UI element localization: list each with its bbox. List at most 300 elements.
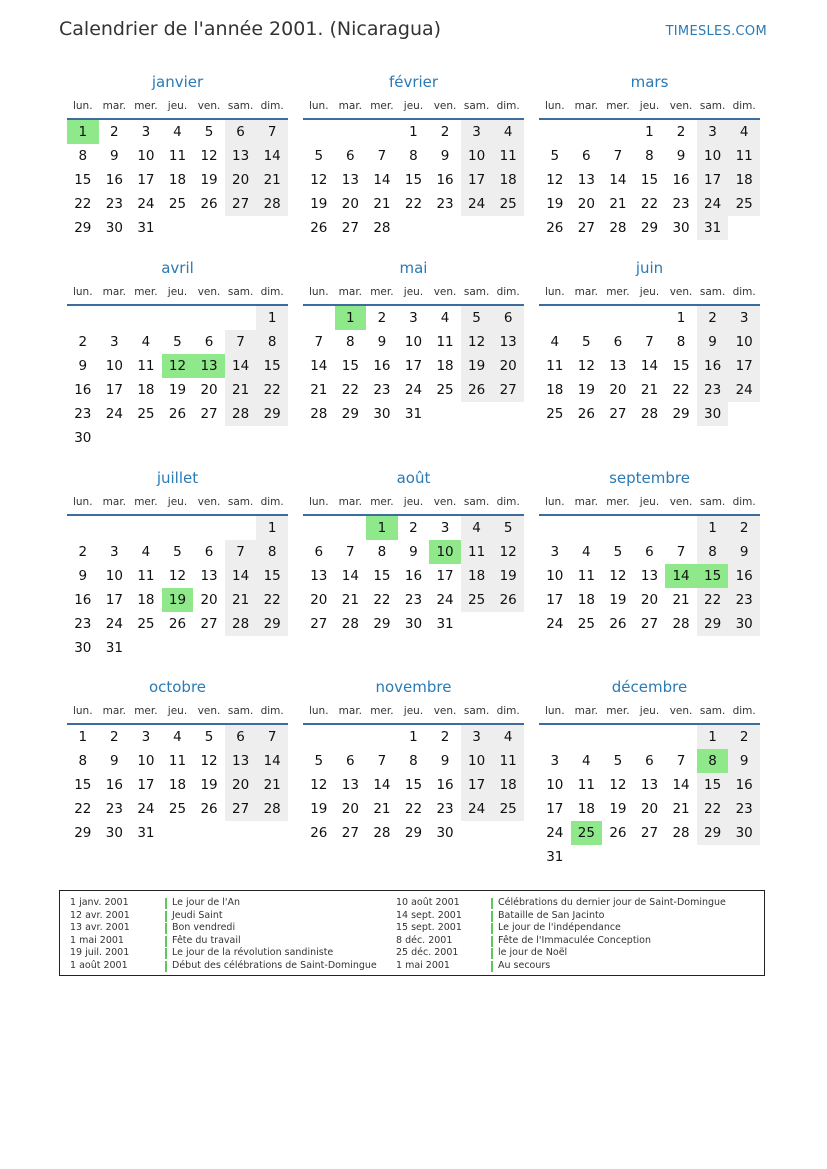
day-cell[interactable]: 29 xyxy=(697,821,729,845)
day-cell[interactable]: 25 xyxy=(492,192,524,216)
day-cell[interactable]: 18 xyxy=(577,592,595,608)
day-cell[interactable]: 29 xyxy=(256,612,288,636)
day-cell[interactable]: 6 xyxy=(582,148,591,164)
day-cell[interactable]: 7 xyxy=(314,334,324,350)
day-cell[interactable]: 6 xyxy=(645,544,654,560)
day-cell[interactable]: 10 xyxy=(728,330,760,354)
day-cell[interactable]: 29 xyxy=(373,616,391,632)
day-cell[interactable]: 2 xyxy=(110,729,119,745)
day-cell[interactable]: 14 xyxy=(225,564,257,588)
day-cell[interactable]: 23 xyxy=(697,378,729,402)
day-cell[interactable]: 25 xyxy=(436,382,454,398)
day-cell[interactable]: 25 xyxy=(546,406,564,422)
day-cell[interactable]: 17 xyxy=(461,773,493,797)
day-cell[interactable]: 13 xyxy=(341,777,359,793)
day-cell[interactable]: 3 xyxy=(550,544,560,560)
day-cell[interactable]: 30 xyxy=(105,220,123,236)
day-cell[interactable]: 5 xyxy=(204,729,214,745)
brand-link[interactable]: TIMESLES.COM xyxy=(665,24,767,39)
day-cell[interactable]: 22 xyxy=(697,588,729,612)
day-cell[interactable]: 5 xyxy=(314,148,324,164)
day-cell[interactable]: 26 xyxy=(310,825,328,841)
day-cell[interactable]: 8 xyxy=(409,753,418,769)
day-cell[interactable]: 3 xyxy=(697,120,729,144)
day-cell[interactable]: 19 xyxy=(461,354,493,378)
day-cell[interactable]: 19 xyxy=(310,196,328,212)
day-cell[interactable]: 25 xyxy=(577,616,595,632)
day-cell[interactable]: 11 xyxy=(546,358,564,374)
day-cell[interactable]: 15 xyxy=(373,568,391,584)
day-cell[interactable]: 16 xyxy=(697,354,729,378)
day-cell[interactable]: 4 xyxy=(550,334,560,350)
day-cell[interactable]: 9 xyxy=(110,148,119,164)
day-cell[interactable]: 20 xyxy=(200,382,218,398)
day-cell[interactable]: 14 xyxy=(609,172,627,188)
day-cell[interactable]: 9 xyxy=(409,544,418,560)
day-cell[interactable]: 20 xyxy=(200,592,218,608)
day-cell[interactable]: 15 xyxy=(404,777,423,793)
day-cell[interactable]: 24 xyxy=(461,797,493,821)
day-cell[interactable]: 26 xyxy=(200,801,218,817)
day-cell[interactable]: 20 xyxy=(577,196,595,212)
day-cell[interactable]: 19 xyxy=(609,801,627,817)
day-cell[interactable]: 31 xyxy=(105,640,123,656)
day-cell[interactable]: 1 xyxy=(335,306,367,330)
day-cell[interactable]: 22 xyxy=(404,196,423,212)
day-cell[interactable]: 6 xyxy=(204,544,214,560)
day-cell[interactable]: 11 xyxy=(577,568,595,584)
day-cell[interactable]: 20 xyxy=(341,801,359,817)
day-cell[interactable]: 4 xyxy=(582,544,591,560)
day-cell[interactable]: 24 xyxy=(461,192,493,216)
day-cell[interactable]: 13 xyxy=(225,749,257,773)
day-cell[interactable]: 8 xyxy=(78,753,88,769)
day-cell[interactable]: 23 xyxy=(74,616,92,632)
day-cell[interactable]: 22 xyxy=(256,378,288,402)
day-cell[interactable]: 2 xyxy=(78,334,88,350)
day-cell[interactable]: 17 xyxy=(105,382,123,398)
day-cell[interactable]: 19 xyxy=(168,382,187,398)
day-cell[interactable]: 19 xyxy=(162,588,194,612)
day-cell[interactable]: 4 xyxy=(440,310,450,326)
day-cell[interactable]: 28 xyxy=(256,797,288,821)
day-cell[interactable]: 1 xyxy=(697,725,729,749)
day-cell[interactable]: 8 xyxy=(409,148,418,164)
day-cell[interactable]: 21 xyxy=(672,801,690,817)
day-cell[interactable]: 17 xyxy=(546,801,564,817)
day-cell[interactable]: 20 xyxy=(225,773,257,797)
day-cell[interactable]: 16 xyxy=(74,592,92,608)
day-cell[interactable]: 31 xyxy=(697,216,729,240)
day-cell[interactable]: 1 xyxy=(645,124,654,140)
day-cell[interactable]: 26 xyxy=(200,196,218,212)
day-cell[interactable]: 11 xyxy=(577,777,595,793)
day-cell[interactable]: 18 xyxy=(137,382,155,398)
day-cell[interactable]: 3 xyxy=(409,310,418,326)
day-cell[interactable]: 11 xyxy=(168,148,187,164)
day-cell[interactable]: 18 xyxy=(492,168,524,192)
day-cell[interactable]: 8 xyxy=(256,540,288,564)
day-cell[interactable]: 19 xyxy=(310,801,328,817)
day-cell[interactable]: 4 xyxy=(461,516,493,540)
day-cell[interactable]: 15 xyxy=(74,777,92,793)
day-cell[interactable]: 19 xyxy=(546,196,564,212)
day-cell[interactable]: 24 xyxy=(137,196,155,212)
day-cell[interactable]: 18 xyxy=(728,168,760,192)
day-cell[interactable]: 21 xyxy=(373,196,391,212)
day-cell[interactable]: 26 xyxy=(492,588,524,612)
day-cell[interactable]: 21 xyxy=(225,588,257,612)
day-cell[interactable]: 21 xyxy=(310,382,328,398)
day-cell[interactable]: 26 xyxy=(168,616,187,632)
day-cell[interactable]: 4 xyxy=(173,729,182,745)
day-cell[interactable]: 30 xyxy=(105,825,123,841)
day-cell[interactable]: 2 xyxy=(728,725,760,749)
day-cell[interactable]: 28 xyxy=(373,825,391,841)
day-cell[interactable]: 24 xyxy=(436,592,454,608)
day-cell[interactable]: 10 xyxy=(429,540,461,564)
day-cell[interactable]: 13 xyxy=(225,144,257,168)
day-cell[interactable]: 27 xyxy=(640,616,659,632)
day-cell[interactable]: 21 xyxy=(225,378,257,402)
day-cell[interactable]: 18 xyxy=(436,358,454,374)
day-cell[interactable]: 16 xyxy=(728,564,760,588)
day-cell[interactable]: 24 xyxy=(404,382,423,398)
day-cell[interactable]: 18 xyxy=(546,382,564,398)
day-cell[interactable]: 14 xyxy=(256,144,288,168)
day-cell[interactable]: 20 xyxy=(225,168,257,192)
day-cell[interactable]: 25 xyxy=(461,588,493,612)
day-cell[interactable]: 22 xyxy=(74,801,92,817)
day-cell[interactable]: 15 xyxy=(672,358,690,374)
day-cell[interactable]: 25 xyxy=(168,801,187,817)
day-cell[interactable]: 30 xyxy=(74,640,92,656)
day-cell[interactable]: 6 xyxy=(204,334,214,350)
day-cell[interactable]: 21 xyxy=(672,592,690,608)
day-cell[interactable]: 3 xyxy=(461,120,493,144)
day-cell[interactable]: 20 xyxy=(341,196,359,212)
day-cell[interactable]: 30 xyxy=(728,612,760,636)
day-cell[interactable]: 1 xyxy=(78,729,88,745)
day-cell[interactable]: 4 xyxy=(582,753,591,769)
day-cell[interactable]: 4 xyxy=(492,725,524,749)
day-cell[interactable]: 30 xyxy=(74,430,92,446)
day-cell[interactable]: 29 xyxy=(404,825,423,841)
day-cell[interactable]: 9 xyxy=(78,358,88,374)
day-cell[interactable]: 4 xyxy=(492,120,524,144)
day-cell[interactable]: 29 xyxy=(256,402,288,426)
day-cell[interactable]: 23 xyxy=(105,801,123,817)
day-cell[interactable]: 20 xyxy=(310,592,328,608)
day-cell[interactable]: 9 xyxy=(728,540,760,564)
day-cell[interactable]: 20 xyxy=(640,801,659,817)
day-cell[interactable]: 12 xyxy=(310,172,328,188)
day-cell[interactable]: 30 xyxy=(436,825,454,841)
day-cell[interactable]: 23 xyxy=(404,592,423,608)
day-cell[interactable]: 24 xyxy=(137,801,155,817)
day-cell[interactable]: 31 xyxy=(137,220,155,236)
day-cell[interactable]: 13 xyxy=(577,172,595,188)
day-cell[interactable]: 28 xyxy=(310,406,328,422)
day-cell[interactable]: 18 xyxy=(168,777,187,793)
day-cell[interactable]: 31 xyxy=(546,849,564,865)
day-cell[interactable]: 5 xyxy=(582,334,591,350)
day-cell[interactable]: 3 xyxy=(440,520,450,536)
day-cell[interactable]: 23 xyxy=(373,382,391,398)
day-cell[interactable]: 15 xyxy=(404,172,423,188)
day-cell[interactable]: 30 xyxy=(728,821,760,845)
day-cell[interactable]: 9 xyxy=(697,330,729,354)
day-cell[interactable]: 5 xyxy=(550,148,560,164)
day-cell[interactable]: 29 xyxy=(640,220,659,236)
day-cell[interactable]: 16 xyxy=(373,358,391,374)
day-cell[interactable]: 2 xyxy=(697,306,729,330)
day-cell[interactable]: 11 xyxy=(168,753,187,769)
day-cell[interactable]: 11 xyxy=(137,568,155,584)
day-cell[interactable]: 2 xyxy=(728,516,760,540)
day-cell[interactable]: 18 xyxy=(168,172,187,188)
day-cell[interactable]: 16 xyxy=(404,568,423,584)
day-cell[interactable]: 16 xyxy=(436,777,454,793)
day-cell[interactable]: 8 xyxy=(676,334,686,350)
day-cell[interactable]: 8 xyxy=(697,540,729,564)
day-cell[interactable]: 24 xyxy=(546,616,564,632)
day-cell[interactable]: 17 xyxy=(461,168,493,192)
day-cell[interactable]: 26 xyxy=(609,616,627,632)
day-cell[interactable]: 27 xyxy=(341,825,359,841)
day-cell[interactable]: 25 xyxy=(137,406,155,422)
day-cell[interactable]: 10 xyxy=(461,144,493,168)
day-cell[interactable]: 11 xyxy=(461,540,493,564)
day-cell[interactable]: 12 xyxy=(310,777,328,793)
day-cell[interactable]: 7 xyxy=(613,148,623,164)
day-cell[interactable]: 17 xyxy=(546,592,564,608)
day-cell[interactable]: 31 xyxy=(137,825,155,841)
day-cell[interactable]: 21 xyxy=(256,168,288,192)
day-cell[interactable]: 27 xyxy=(341,220,359,236)
day-cell[interactable]: 29 xyxy=(697,612,729,636)
day-cell[interactable]: 12 xyxy=(461,330,493,354)
day-cell[interactable]: 6 xyxy=(613,334,623,350)
day-cell[interactable]: 21 xyxy=(609,196,627,212)
day-cell[interactable]: 9 xyxy=(440,148,450,164)
day-cell[interactable]: 8 xyxy=(78,148,88,164)
day-cell[interactable]: 25 xyxy=(571,821,603,845)
day-cell[interactable]: 27 xyxy=(225,797,257,821)
day-cell[interactable]: 27 xyxy=(200,616,218,632)
day-cell[interactable]: 3 xyxy=(141,729,151,745)
day-cell[interactable]: 18 xyxy=(461,564,493,588)
day-cell[interactable]: 10 xyxy=(137,148,155,164)
day-cell[interactable]: 13 xyxy=(310,568,328,584)
day-cell[interactable]: 26 xyxy=(609,825,627,841)
day-cell[interactable]: 31 xyxy=(436,616,454,632)
day-cell[interactable]: 18 xyxy=(492,773,524,797)
day-cell[interactable]: 1 xyxy=(409,729,418,745)
day-cell[interactable]: 5 xyxy=(492,516,524,540)
day-cell[interactable]: 4 xyxy=(141,544,151,560)
day-cell[interactable]: 18 xyxy=(137,592,155,608)
day-cell[interactable]: 16 xyxy=(105,172,123,188)
day-cell[interactable]: 10 xyxy=(105,358,123,374)
day-cell[interactable]: 7 xyxy=(225,330,257,354)
day-cell[interactable]: 8 xyxy=(256,330,288,354)
day-cell[interactable]: 2 xyxy=(676,124,686,140)
day-cell[interactable]: 10 xyxy=(546,568,564,584)
day-cell[interactable]: 10 xyxy=(546,777,564,793)
day-cell[interactable]: 3 xyxy=(110,544,119,560)
day-cell[interactable]: 10 xyxy=(697,144,729,168)
day-cell[interactable]: 27 xyxy=(492,378,524,402)
day-cell[interactable]: 4 xyxy=(141,334,151,350)
day-cell[interactable]: 3 xyxy=(110,334,119,350)
day-cell[interactable]: 9 xyxy=(440,753,450,769)
day-cell[interactable]: 23 xyxy=(436,801,454,817)
day-cell[interactable]: 13 xyxy=(640,777,659,793)
day-cell[interactable]: 25 xyxy=(137,616,155,632)
day-cell[interactable]: 17 xyxy=(137,172,155,188)
day-cell[interactable]: 21 xyxy=(256,773,288,797)
day-cell[interactable]: 23 xyxy=(728,797,760,821)
day-cell[interactable]: 9 xyxy=(377,334,387,350)
day-cell[interactable]: 14 xyxy=(373,172,391,188)
day-cell[interactable]: 29 xyxy=(341,406,359,422)
day-cell[interactable]: 9 xyxy=(728,749,760,773)
day-cell[interactable]: 3 xyxy=(141,124,151,140)
day-cell[interactable]: 6 xyxy=(225,725,257,749)
day-cell[interactable]: 14 xyxy=(373,777,391,793)
day-cell[interactable]: 11 xyxy=(436,334,454,350)
day-cell[interactable]: 18 xyxy=(577,801,595,817)
day-cell[interactable]: 25 xyxy=(168,196,187,212)
day-cell[interactable]: 8 xyxy=(645,148,654,164)
day-cell[interactable]: 5 xyxy=(173,334,182,350)
day-cell[interactable]: 19 xyxy=(492,564,524,588)
day-cell[interactable]: 1 xyxy=(676,310,686,326)
day-cell[interactable]: 28 xyxy=(672,616,690,632)
day-cell[interactable]: 19 xyxy=(200,777,218,793)
day-cell[interactable]: 19 xyxy=(200,172,218,188)
day-cell[interactable]: 12 xyxy=(492,540,524,564)
day-cell[interactable]: 2 xyxy=(110,124,119,140)
day-cell[interactable]: 15 xyxy=(256,564,288,588)
day-cell[interactable]: 1 xyxy=(67,120,99,144)
day-cell[interactable]: 30 xyxy=(404,616,423,632)
day-cell[interactable]: 12 xyxy=(168,568,187,584)
day-cell[interactable]: 22 xyxy=(256,588,288,612)
day-cell[interactable]: 28 xyxy=(609,220,627,236)
day-cell[interactable]: 13 xyxy=(492,330,524,354)
day-cell[interactable]: 15 xyxy=(341,358,359,374)
day-cell[interactable]: 7 xyxy=(676,753,686,769)
day-cell[interactable]: 27 xyxy=(640,825,659,841)
day-cell[interactable]: 27 xyxy=(225,192,257,216)
day-cell[interactable]: 22 xyxy=(74,196,92,212)
day-cell[interactable]: 1 xyxy=(256,516,288,540)
day-cell[interactable]: 16 xyxy=(74,382,92,398)
day-cell[interactable]: 20 xyxy=(640,592,659,608)
day-cell[interactable]: 7 xyxy=(377,753,387,769)
day-cell[interactable]: 7 xyxy=(225,540,257,564)
day-cell[interactable]: 7 xyxy=(256,120,288,144)
day-cell[interactable]: 17 xyxy=(728,354,760,378)
day-cell[interactable]: 14 xyxy=(672,777,690,793)
day-cell[interactable]: 14 xyxy=(640,358,659,374)
day-cell[interactable]: 23 xyxy=(672,196,690,212)
day-cell[interactable]: 12 xyxy=(577,358,595,374)
day-cell[interactable]: 12 xyxy=(609,568,627,584)
day-cell[interactable]: 23 xyxy=(728,588,760,612)
day-cell[interactable]: 27 xyxy=(200,406,218,422)
day-cell[interactable]: 16 xyxy=(672,172,690,188)
day-cell[interactable]: 29 xyxy=(74,220,92,236)
day-cell[interactable]: 9 xyxy=(676,148,686,164)
day-cell[interactable]: 6 xyxy=(346,753,355,769)
day-cell[interactable]: 15 xyxy=(697,564,729,588)
day-cell[interactable]: 27 xyxy=(609,406,627,422)
day-cell[interactable]: 24 xyxy=(105,406,123,422)
day-cell[interactable]: 22 xyxy=(697,797,729,821)
day-cell[interactable]: 28 xyxy=(225,612,257,636)
day-cell[interactable]: 20 xyxy=(609,382,627,398)
day-cell[interactable]: 16 xyxy=(436,172,454,188)
day-cell[interactable]: 6 xyxy=(346,148,355,164)
day-cell[interactable]: 10 xyxy=(404,334,423,350)
day-cell[interactable]: 15 xyxy=(640,172,659,188)
day-cell[interactable]: 25 xyxy=(492,797,524,821)
day-cell[interactable]: 3 xyxy=(550,753,560,769)
day-cell[interactable]: 10 xyxy=(137,753,155,769)
day-cell[interactable]: 28 xyxy=(225,402,257,426)
day-cell[interactable]: 11 xyxy=(728,144,760,168)
day-cell[interactable]: 13 xyxy=(640,568,659,584)
day-cell[interactable]: 4 xyxy=(728,120,760,144)
day-cell[interactable]: 5 xyxy=(613,753,623,769)
day-cell[interactable]: 19 xyxy=(577,382,595,398)
day-cell[interactable]: 5 xyxy=(173,544,182,560)
day-cell[interactable]: 24 xyxy=(546,825,564,841)
day-cell[interactable]: 9 xyxy=(110,753,119,769)
day-cell[interactable]: 24 xyxy=(697,192,729,216)
day-cell[interactable]: 15 xyxy=(697,773,729,797)
day-cell[interactable]: 17 xyxy=(137,777,155,793)
day-cell[interactable]: 8 xyxy=(377,544,387,560)
day-cell[interactable]: 12 xyxy=(200,148,218,164)
day-cell[interactable]: 16 xyxy=(728,773,760,797)
day-cell[interactable]: 3 xyxy=(728,306,760,330)
day-cell[interactable]: 17 xyxy=(697,168,729,192)
day-cell[interactable]: 27 xyxy=(310,616,328,632)
day-cell[interactable]: 31 xyxy=(404,406,423,422)
day-cell[interactable]: 6 xyxy=(225,120,257,144)
day-cell[interactable]: 11 xyxy=(137,358,155,374)
day-cell[interactable]: 22 xyxy=(373,592,391,608)
day-cell[interactable]: 7 xyxy=(256,725,288,749)
day-cell[interactable]: 2 xyxy=(440,124,450,140)
day-cell[interactable]: 6 xyxy=(314,544,324,560)
day-cell[interactable]: 26 xyxy=(577,406,595,422)
day-cell[interactable]: 14 xyxy=(665,564,697,588)
day-cell[interactable]: 5 xyxy=(613,544,623,560)
day-cell[interactable]: 12 xyxy=(609,777,627,793)
day-cell[interactable]: 6 xyxy=(492,306,524,330)
day-cell[interactable]: 2 xyxy=(440,729,450,745)
day-cell[interactable]: 21 xyxy=(341,592,359,608)
day-cell[interactable]: 27 xyxy=(577,220,595,236)
day-cell[interactable]: 22 xyxy=(640,196,659,212)
day-cell[interactable]: 17 xyxy=(404,358,423,374)
day-cell[interactable]: 24 xyxy=(105,616,123,632)
